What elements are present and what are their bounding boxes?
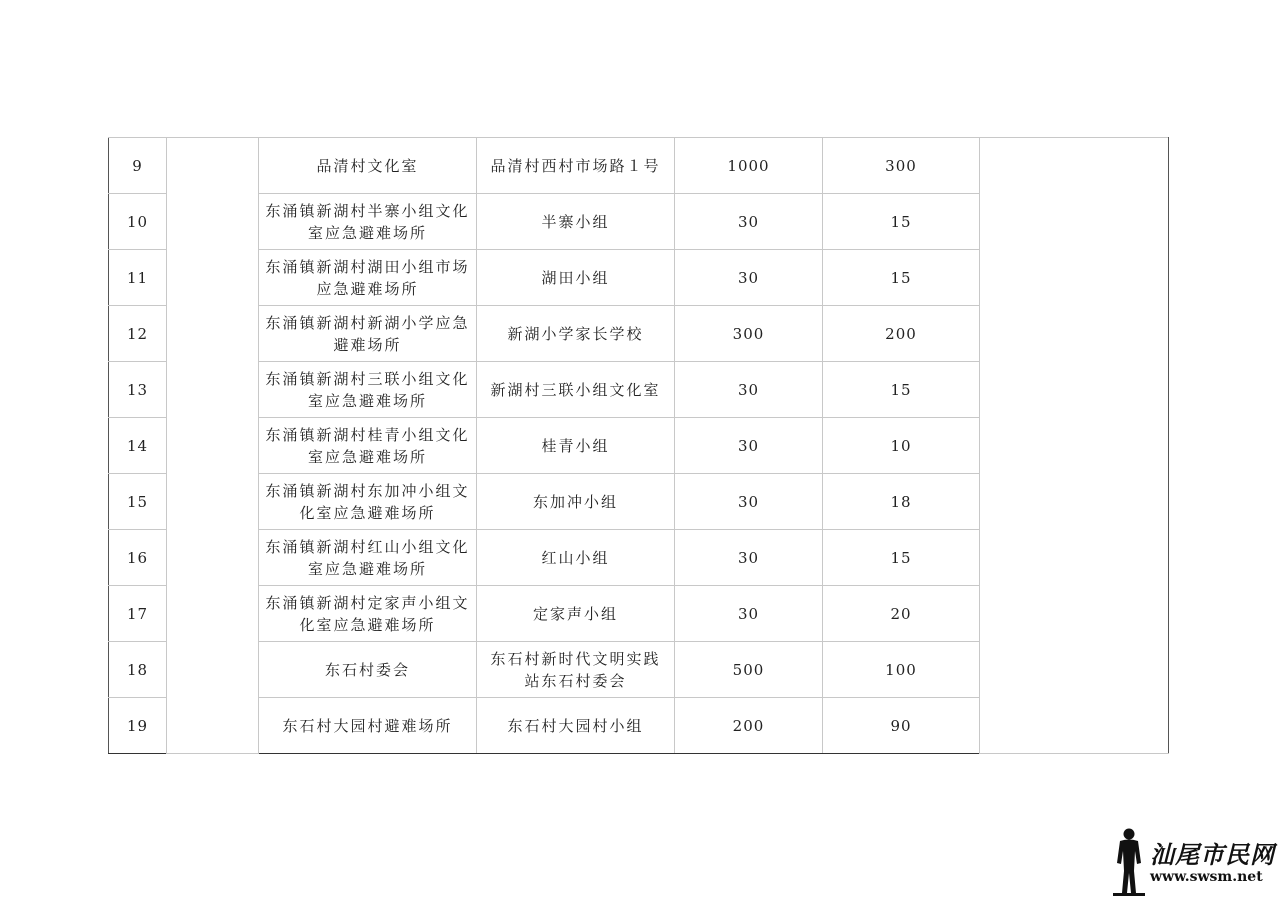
shelter-name-cell: 东涌镇新湖村红山小组文化室应急避难场所	[259, 530, 477, 586]
merged-district-cell	[167, 138, 259, 754]
capacity-cell: 1000	[675, 138, 823, 194]
shelter-name-cell: 东涌镇新湖村半寨小组文化室应急避难场所	[259, 194, 477, 250]
row-number-cell: 11	[109, 250, 167, 306]
shelter-name-cell: 东涌镇新湖村东加冲小组文化室应急避难场所	[259, 474, 477, 530]
area-cell: 90	[823, 698, 980, 754]
capacity-cell: 300	[675, 306, 823, 362]
row-number-cell: 9	[109, 138, 167, 194]
capacity-cell: 30	[675, 194, 823, 250]
shelter-table	[108, 137, 1169, 754]
capacity-cell: 200	[675, 698, 823, 754]
shelter-name-cell: 东涌镇新湖村桂青小组文化室应急避难场所	[259, 418, 477, 474]
shelter-location-cell: 新湖村三联小组文化室	[477, 362, 675, 418]
shelter-location-cell: 品清村西村市场路１号	[477, 138, 675, 194]
shelter-name-cell: 东涌镇新湖村三联小组文化室应急避难场所	[259, 362, 477, 418]
area-cell: 15	[823, 362, 980, 418]
shelter-name-cell: 东涌镇新湖村新湖小学应急避难场所	[259, 306, 477, 362]
shelter-location-cell: 东加冲小组	[477, 474, 675, 530]
row-number-cell: 15	[109, 474, 167, 530]
shelter-table-body	[109, 138, 1169, 754]
shelter-name-cell: 东石村大园村避难场所	[259, 698, 477, 754]
row-number-cell: 14	[109, 418, 167, 474]
row-number-cell: 18	[109, 642, 167, 698]
shelter-location-cell: 定家声小组	[477, 586, 675, 642]
row-number-cell: 16	[109, 530, 167, 586]
merged-remark-cell	[980, 138, 1169, 754]
shelter-name-cell: 品清村文化室	[259, 138, 477, 194]
row-number-cell: 17	[109, 586, 167, 642]
area-cell: 15	[823, 250, 980, 306]
area-cell: 18	[823, 474, 980, 530]
area-cell: 15	[823, 194, 980, 250]
row-number-cell: 19	[109, 698, 167, 754]
capacity-cell: 30	[675, 530, 823, 586]
row-number-cell: 12	[109, 306, 167, 362]
area-cell: 100	[823, 642, 980, 698]
watermark-logo	[1110, 825, 1275, 899]
area-cell: 15	[823, 530, 980, 586]
capacity-cell: 30	[675, 250, 823, 306]
capacity-cell: 30	[675, 418, 823, 474]
shelter-location-cell: 湖田小组	[477, 250, 675, 306]
row-number-cell: 13	[109, 362, 167, 418]
shelter-location-cell: 半寨小组	[477, 194, 675, 250]
area-cell: 300	[823, 138, 980, 194]
watermark-url: www.swsm.net	[1150, 869, 1263, 885]
row-number-cell: 10	[109, 194, 167, 250]
person-silhouette-icon	[1112, 827, 1146, 897]
capacity-cell: 30	[675, 474, 823, 530]
shelter-location-cell: 红山小组	[477, 530, 675, 586]
capacity-cell: 30	[675, 586, 823, 642]
area-cell: 10	[823, 418, 980, 474]
capacity-cell: 30	[675, 362, 823, 418]
shelter-location-cell: 桂青小组	[477, 418, 675, 474]
shelter-name-cell: 东涌镇新湖村定家声小组文化室应急避难场所	[259, 586, 477, 642]
capacity-cell: 500	[675, 642, 823, 698]
shelter-name-cell: 东涌镇新湖村湖田小组市场应急避难场所	[259, 250, 477, 306]
area-cell: 200	[823, 306, 980, 362]
shelter-location-cell: 东石村新时代文明实践站东石村委会	[477, 642, 675, 698]
table-row	[109, 138, 1169, 194]
shelter-name-cell: 东石村委会	[259, 642, 477, 698]
watermark-brand: 汕尾市民网	[1150, 840, 1275, 869]
shelter-location-cell: 新湖小学家长学校	[477, 306, 675, 362]
shelter-location-cell: 东石村大园村小组	[477, 698, 675, 754]
area-cell: 20	[823, 586, 980, 642]
